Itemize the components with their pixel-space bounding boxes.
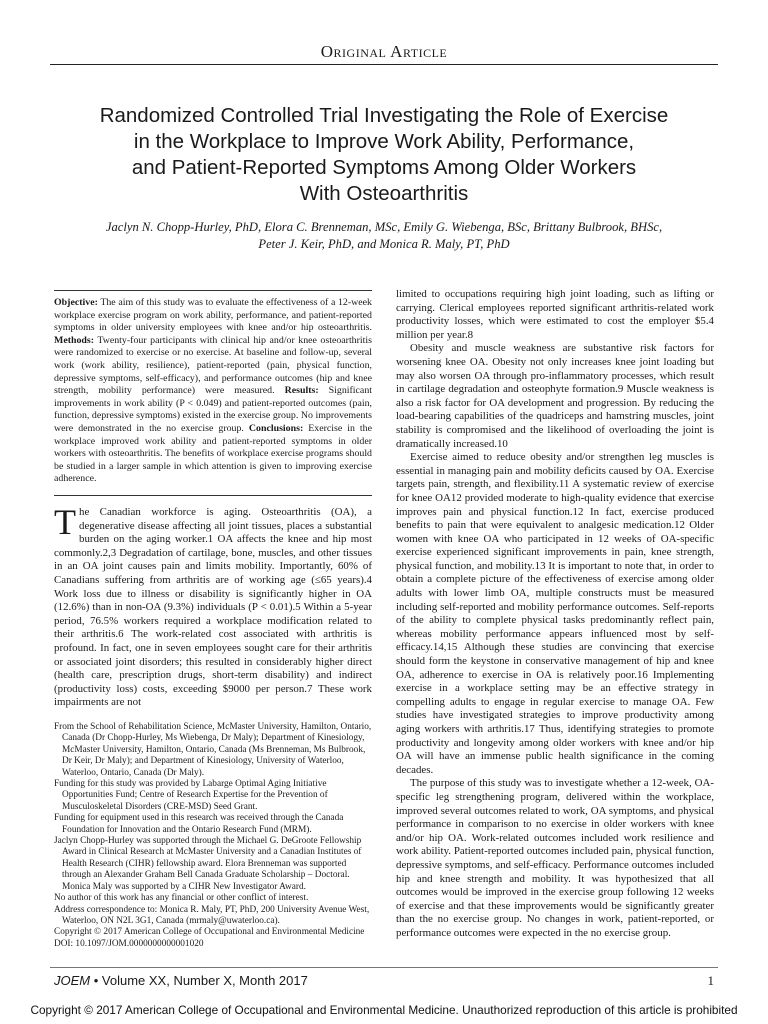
conclusions-label: Conclusions: xyxy=(248,422,304,434)
page-number: 1 xyxy=(707,973,714,988)
drop-cap: T xyxy=(54,502,76,542)
footnote: DOI: 10.1097/JOM.0000000000001020 xyxy=(54,938,204,949)
methods-text: Twenty-four participants with clinical hip and/or knee osteoarthritis were randomized to exercise or no exercise. At baseline and follow-up, several work (work ability, resilience), patient-reported (pain, physical function, depressive symptoms, self-efficacy), and performance outcomes (hip and knee strength, mobility performance) were measured. xyxy=(54,334,372,397)
copyright-notice: Copyright © 2017 American College of Occupational and Environmental Medicine. Unauthorized reproduction of this article is prohibited xyxy=(30,1003,738,1017)
footnote: Jaclyn Chopp-Hurley was supported through the Michael G. DeGroote Fellowship Award in Clinical Research at McMaster University and a Canadian Institutes of Health Research (CIHR) fellowship award. Elora Brenneman was supported through an Alexander Graham Bell Canada Graduate Scholarship – Doctoral. Monica Maly was supported by a CIHR New Investigator Award. xyxy=(54,836,362,892)
body-paragraph: The purpose of this study was to investigate whether a 12-week, OA-specific leg strengthening program, delivered within the workplace, improved several outcomes related to work, OA symptoms, and physical performance in comparison to no exercise in older workers with knee and/or hip OA. Work-related outcomes included work resilience and work ability. Patient-reported outcomes included pain, physical function, depressive symptoms, and self-efficacy. Performance outcomes included hip and knee strength and mobility. It was hypothesized that all outcomes would be improved in the exercise group following 12 weeks of exercise and that these improvements would be significantly greater than the no exercise group. No changes in work, patient-reported, or performance outcomes were expected in the no exercise group. xyxy=(396,777,714,939)
abstract-text xyxy=(54,297,372,486)
results-text: Significant improvements in work ability (P < 0.049) and patient-reported outcomes (pain, function, depressive symptoms) existed in the exercise group. No improvements were demonstrated in the no exercise group. xyxy=(54,385,372,434)
body-paragraph: limited to occupations requiring high joint loading, such as lifting or carrying. Clerical employees reported significant arthritis-related work productivity losses, which were estimated to cost the employer $5.4 million per year.8 xyxy=(396,288,714,341)
intro-paragraph xyxy=(54,502,372,710)
author-line: Jaclyn N. Chopp-Hurley, PhD, Elora C. Brenneman, MSc, Emily G. Wiebenga, BSc, Brittany Bulbrook, BHSc, xyxy=(105,220,663,234)
footnote: From the School of Rehabilitation Science, McMaster University, Hamilton, Ontario, Canada (Dr Chopp-Hurley, Ms Wiebenga, Dr Maly); Department of Kinesiology, McMaster University, Hamilton, Ontario, Canada (Ms Brenneman, Ms Bulbrook, Dr Keir, Dr Maly); and Department of Kinesiology, University of Waterloo, Waterloo, Ontario, Canada (Dr Maly). xyxy=(54,722,372,778)
footnote: Address correspondence to: Monica R. Maly, PT, PhD, 200 University Avenue West, Waterloo, ON N2L 3G1, Canada (mrmaly@uwaterloo.ca). xyxy=(54,904,370,926)
footnote: Funding for this study was provided by Labarge Optimal Aging Initiative Opportunities Fund; Centre of Research Expertise for the Prevention of Musculoskeletal Disorders (CRE-MSD) Seed Grant. xyxy=(54,779,328,812)
introduction xyxy=(54,502,372,710)
author-line: Peter J. Keir, PhD, and Monica R. Maly, PT, PhD xyxy=(258,237,510,251)
article-title xyxy=(40,103,728,207)
body-paragraph: Obesity and muscle weakness are substantive risk factors for worsening knee OA. Obesity not only increases knee joint loading but may also worsen OA through pro-inflammatory processes, which result in cartilage degradation and osteophyte formation.9 Muscle weakness is also a risk factor for OA development and progression. By reducing the load-bearing capabilities of the quadriceps and hamstring muscles, joint stability is compromised and the likelihood of overloading the joint is dramatically increased.10 xyxy=(396,342,714,450)
journal-name: JOEM xyxy=(54,973,91,988)
conclusions-text: Exercise in the workplace improved work ability and patient-reported symptoms in older workers with osteoarthritis. The benefits of workplace exercise programs should be studied in a larger sample in which attention is given to improving exercise adherence. xyxy=(54,422,372,485)
title-line: in the Workplace to Improve Work Ability, Performance, xyxy=(133,130,635,153)
objective-text: The aim of this study was to evaluate the effectiveness of a 12-week workplace exercise program on work ability, performance, and patient-reported symptoms in older university employees with knee and/or hip osteoarthritis. xyxy=(54,297,372,334)
footer-journal xyxy=(54,973,308,988)
title-line: and Patient-Reported Symptoms Among Older Workers xyxy=(131,156,637,179)
footer-rule xyxy=(50,967,718,968)
footnote: No author of this work has any financial or other conflict of interest. xyxy=(54,893,309,904)
title-line: With Osteoarthritis xyxy=(299,182,469,205)
intro-text: he Canadian workforce is aging. Osteoarthritis (OA), a degenerative disease affecting all joint tissues, places a substantial burden on the aging worker.1 OA affects the knee and hip most commonly.2,3 Degradation of cartilage, bone, muscles, and other tissues in an OA joint causes pain and limits mobility. Importantly, 60% of Canadians suffering from arthritis are of working age (≤65 years).4 Work loss due to illness or disability is significantly higher in OA (12.6%) than in non-OA (9.3%) individuals (P < 0.01).5 Within a 5-year period, 76.5% workers required a workplace modification related to their arthritis.6 The work-related cost associated with arthritis is profound. In fact, one in seven employees sought care for their arthritis or associated joint disorders; this resulted in considerably higher direct (health care, prescription drugs, short-term disability) and indirect (productivity loss) costs, exceeding $9000 per person.7 These work impairments are not xyxy=(54,506,372,709)
abstract-rule xyxy=(54,495,372,496)
footnote: Copyright © 2017 American College of Occupational and Environmental Medicine xyxy=(54,927,365,938)
results-label: Results: xyxy=(284,385,319,397)
right-column xyxy=(396,288,714,941)
footnotes xyxy=(54,722,372,950)
abstract xyxy=(54,290,372,486)
objective-label: Objective: xyxy=(54,297,98,308)
author-list xyxy=(40,219,728,253)
body-paragraph: Exercise aimed to reduce obesity and/or strengthen leg muscles is essential in managing pain and mobility deficits caused by OA. Exercise targets pain, strength, and flexibility.11 A systematic review of exercise for knee OA12 provided moderate to high-quality evidence that exercise improves pain and physical function.12 In fact, exercise produced benefits to pain that were equivalent to analgesic medication.12 Older women with knee OA who participated in 12 weeks of OA-specific exercise experienced significant improvements in pain, knee strength, physical function, and mobility.13 It is important to note that, in order to obtain a complete picture of the effectiveness of exercise among older adults with lower limb OA, multiple constructs must be measured including self-reported and mobility performance outcomes. Self-reports of the ability to complete physical tasks predominantly reflect pain, whereas mobility performance appears influenced most by self-efficacy.14,15 Although these studies are convincing that exercise should form the keystone in conservative management of hip and knee OA, adherence to exercise in OA is relatively poor.16 Implementing exercise in a workplace setting may be an effective strategy in compelling adults to engage in regular exercise to manage OA. Few studies have investigated strategies to improve productivity among aging workers with arthritis.17 Thus, identifying strategies to promote productivity and longevity among older workers with knee and/or hip OA will have an immense public health significance in the coming decades. xyxy=(396,451,714,776)
journal-issue: • Volume XX, Number X, Month 2017 xyxy=(90,973,308,988)
methods-label: Methods: xyxy=(54,334,95,346)
section-label: Original Article xyxy=(320,42,448,61)
footnote: Funding for equipment used in this research was received through the Canada Foundation for Innovation and the Ontario Research Fund (MRM). xyxy=(54,813,344,835)
section-rule xyxy=(50,64,718,65)
title-line: Randomized Controlled Trial Investigating the Role of Exercise xyxy=(99,104,669,127)
